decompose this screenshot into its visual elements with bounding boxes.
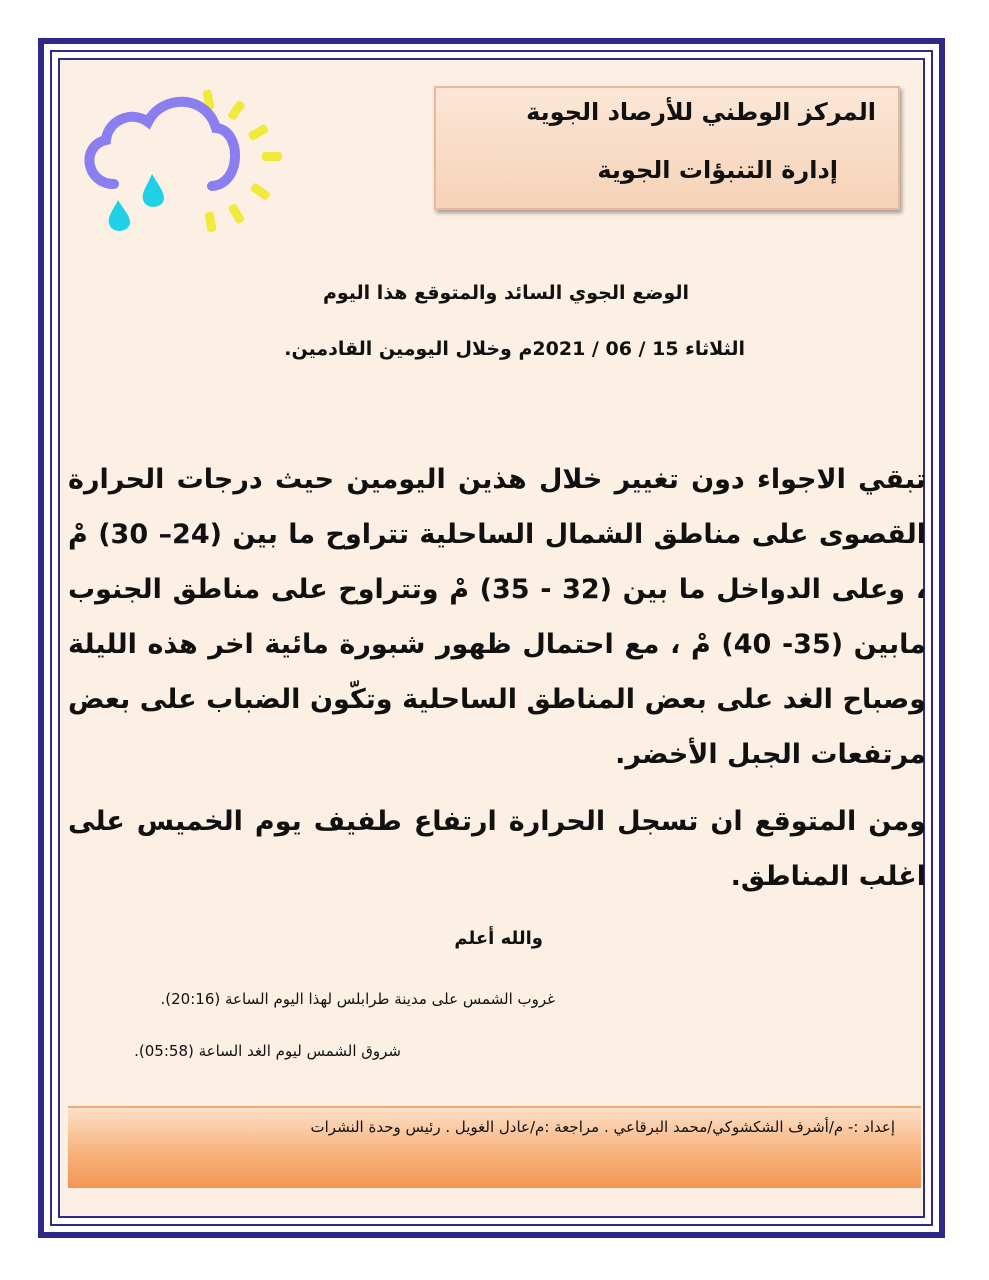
footer-credits: إعداد :- م/أشرف الشكشوكي/محمد البرقاعي . مراجعة :م/عادل الغويل . رئيس وحدة النشرات xyxy=(310,1118,895,1136)
closing-phrase: والله أعلم xyxy=(454,928,543,949)
forecast-outlook-paragraph: ومن المتوقع ان تسجل الحرارة ارتفاع طفيف يوم الخميس على اغلب المناطق. xyxy=(68,806,926,892)
bulletin-date: الثلاثاء 15 / 06 / 2021م وخلال اليومين القادمين. xyxy=(284,338,745,360)
agency-header-box xyxy=(434,86,900,210)
sunset-time: غروب الشمس على مدينة طرابلس لهذا اليوم الساعة (20:16). xyxy=(160,990,555,1008)
agency-title: المركز الوطني للأرصاد الجوية xyxy=(526,98,876,126)
department-title: إدارة التنبؤات الجوية xyxy=(597,156,838,184)
footer-bar xyxy=(68,1106,921,1188)
forecast-paragraph: تبقي الاجواء دون تغيير خلال هذين اليومين حيث درجات الحرارة القصوى على مناطق الشمال الساحلية تتراوح ما بين (24– 30) مْ ، وعلى الدواخل ما بين (32 - 35) مْ وتتراوح على مناطق الجنوب مابين (35- 40) مْ ، مع احتمال ظهور شبورة مائية اخر هذه الليلة وصباح الغد على بعض المناطق الساحلية وتكّون الضباب على بعض مرتفعات الجبل الأخضر. xyxy=(68,464,926,770)
cloud-outline xyxy=(89,102,235,186)
cloud-rain-sun-icon xyxy=(72,84,292,244)
sunrise-time: شروق الشمس ليوم الغد الساعة (05:58). xyxy=(134,1042,401,1060)
bulletin-heading: الوضع الجوي السائد والمتوقع هذا اليوم xyxy=(322,282,689,304)
sun-rays xyxy=(202,89,282,232)
